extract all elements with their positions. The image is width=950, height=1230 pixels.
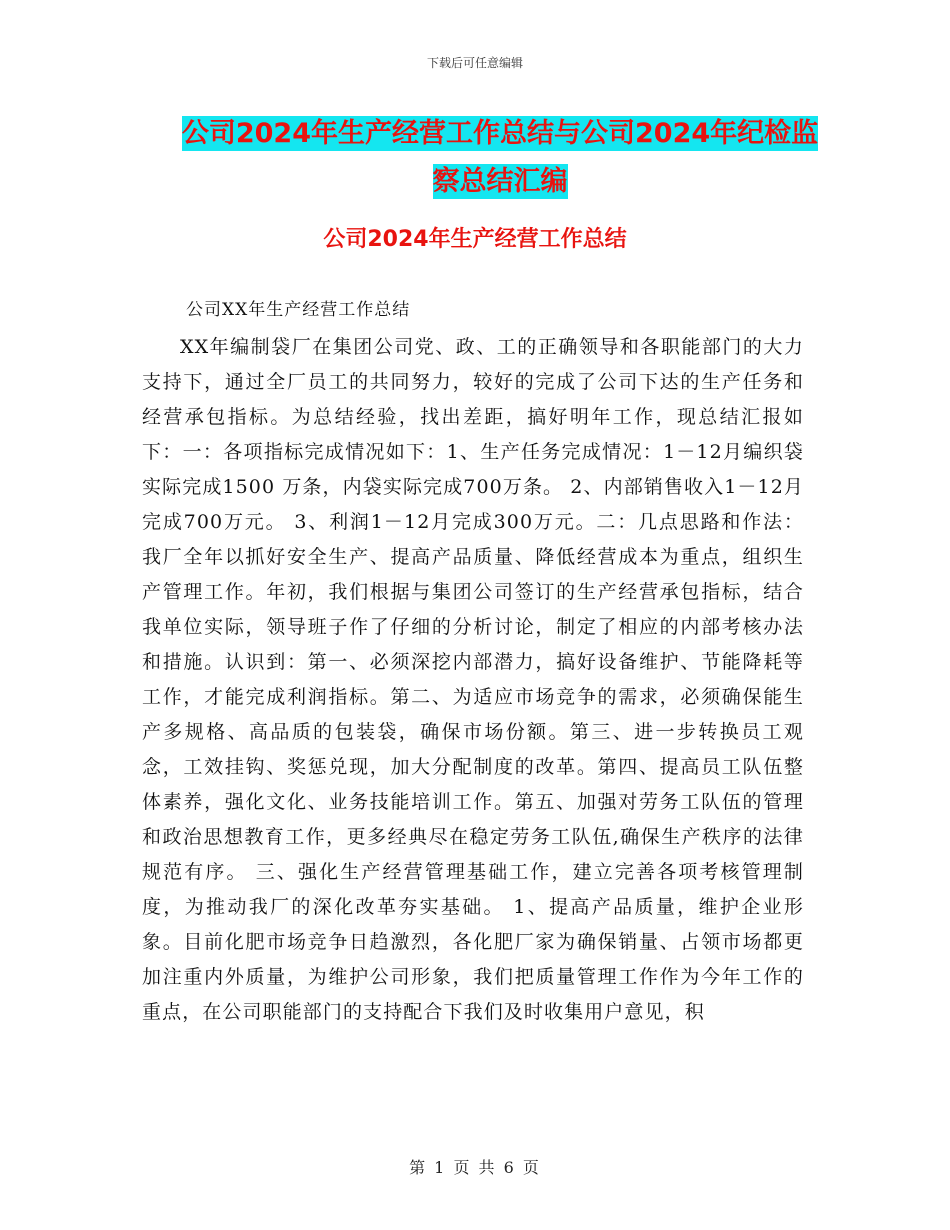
section-title: 公司2024年生产经营工作总结	[323, 227, 627, 252]
page-footer: 第 1 页 共 6 页	[409, 1158, 541, 1177]
main-title	[160, 110, 840, 206]
header-note: 下载后可任意编辑	[426, 56, 523, 70]
main-title-line1: 公司2024年生产经营工作总结与公司2024年纪检监	[181, 118, 819, 149]
document-subtitle: 公司XX年生产经营工作总结	[186, 300, 411, 320]
body-paragraph: XX年编制袋厂在集团公司党、政、工的正确领导和各职能部门的大力支持下，通过全厂员工的共同努力，较好的完成了公司下达的生产任务和经营承包指标。为总结经验，找出差距，搞好明年工作，现总结汇报如下：一：各项指标完成情况如下：1、生产任务完成情况：1－12月编织袋实际完成1500 万条，内袋实际完成700万条。 2、内部销售收入1－12月完成700万元。 3、利润1－12月完成300万元。二：几点思路和作法： 我厂全年以抓好安全生产、提高产品质量、降低经营成本为重点，组织生产管理工作。年初，我们根据与集团公司签订的生产经营承包指标，结合我单位实际，领导班子作了仔细的分析讨论，制定了相应的内部考核办法和措施。认识到：第一、必须深挖内部潜力，搞好设备维护、节能降耗等工作，才能完成利润指标。第二、为适应市场竞争的需求，必须确保能生产多规格、高品质的包装袋，确保市场份额。第三、进一步转换员工观念，工效挂钩、奖惩兑现，加大分配制度的改革。第四、提高员工队伍整体素养，强化文化、业务技能培训工作。第五、加强对劳务工队伍的管理和政治思想教育工作，更多经典尽在稳定劳务工队伍,确保生产秩序的法律规范有序。 三、强化生产经营管理基础工作，建立完善各项考核管理制度，为推动我厂的深化改革夯实基础。 1、提高产品质量，维护企业形象。目前化肥市场竞争日趋激烈，各化肥厂家为确保销量、占领市场都更加注重内外质量，为维护公司形象，我们把质量管理工作作为今年工作的重点，在公司职能部门的支持配合下我们及时收集用户意见，积	[142, 336, 804, 1023]
main-title-line2: 察总结汇编	[432, 166, 568, 197]
